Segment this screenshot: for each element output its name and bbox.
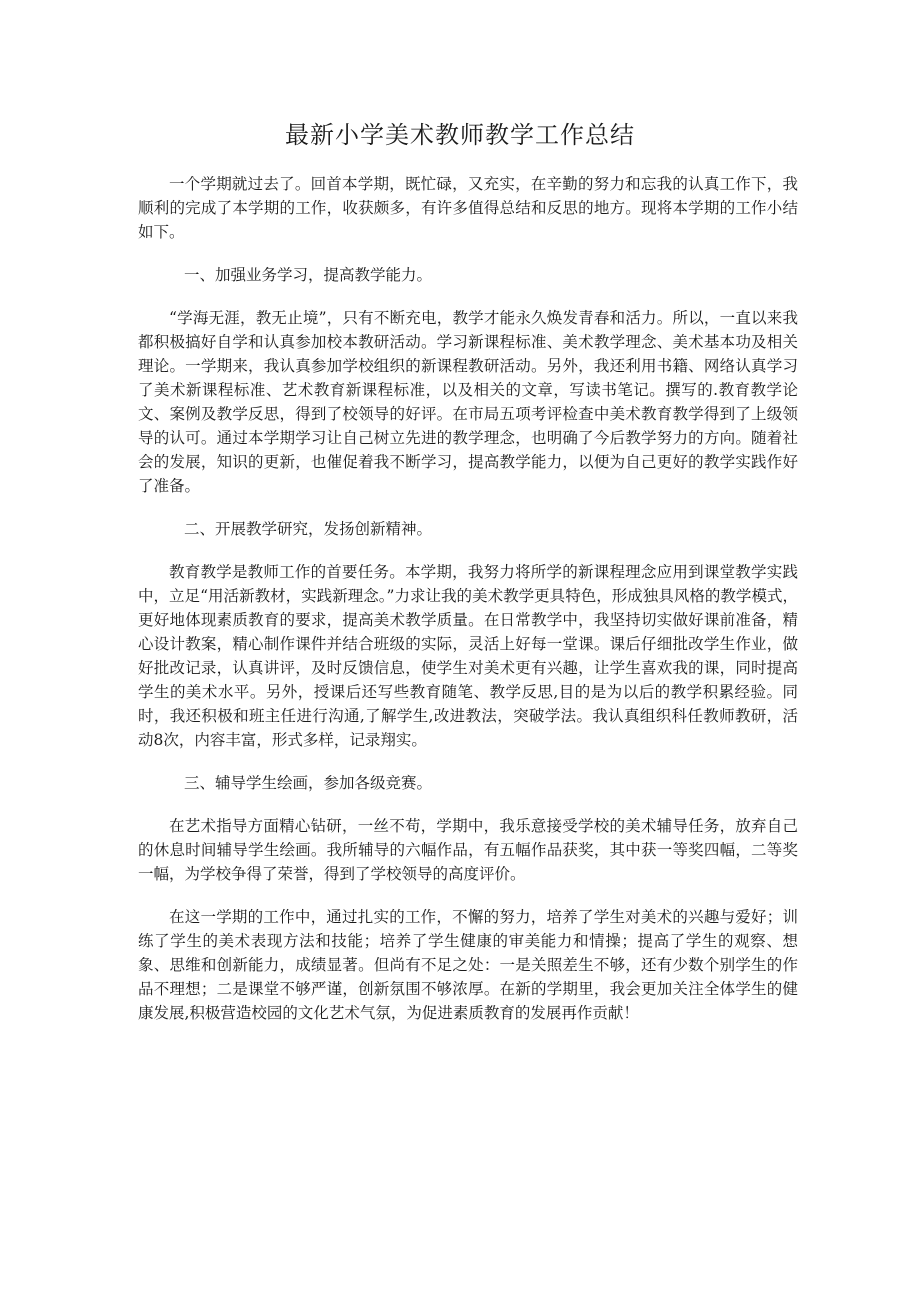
- document-body: [138, 172, 798, 1044]
- conclusion-paragraph: 在这一学期的工作中，通过扎实的工作，不懈的努力，培养了学生对美术的兴趣与爱好；训练了学生的美术表现方法和技能；培养了学生健康的审美能力和情操；提高了学生的观察、想象、思维和创新能力，成绩显著。但尚有不足之处：一是关照差生不够，还有少数个别学生的作品不理想；二是课堂不够严谨，创新氛围不够浓厚。在新的学期里，我会更加关注全体学生的健康发展,积极营造校园的文化艺术气氛，为促进素质教育的发展再作贡献！: [138, 908, 798, 1022]
- document-title: 最新小学美术教师教学工作总结: [285, 121, 635, 149]
- section-2-paragraph: 教育教学是教师工作的首要任务。本学期，我努力将所学的新课程理念应用到课堂教学实践中，立足“用活新教材，实践新理念。”力求让我的美术教学更具特色，形成独具风格的教学模式，更好地体现素质教育的要求，提高美术教学质量。在日常教学中，我坚持切实做好课前准备，精心设计教案，精心制作课件并结合班级的实际，灵活上好每一堂课。课后仔细批改学生作业，做好批改记录，认真讲评，及时反馈信息，使学生对美术更有兴趣，让学生喜欢我的课，同时提高学生的美术水平。另外，授课后还写些教育随笔、教学反思,目的是为以后的教学积累经验。同时，我还积极和班主任进行沟通,了解学生,改进教法，突破学法。我认真组织科任教师教研，活动8次，内容丰富，形式多样，记录翔实。: [138, 563, 798, 749]
- intro-paragraph: 一个学期就过去了。回首本学期，既忙碌，又充实，在辛勤的努力和忘我的认真工作下，我顺利的完成了本学期的工作，收获颇多，有许多值得总结和反思的地方。现将本学期的工作小结如下。: [138, 175, 798, 241]
- section-heading-3: 三、辅导学生绘画，参加各级竞赛。: [184, 774, 433, 792]
- section-heading-1: 一、加强业务学习，提高教学能力。: [184, 266, 433, 284]
- section-1-paragraph: “学海无涯，教无止境”，只有不断充电，教学才能永久焕发青春和活力。所以，一直以来我都积极搞好自学和认真参加校本教研活动。学习新课程标准、美术教学理念、美术基本功及相关理论。一学期来，我认真参加学校组织的新课程教研活动。另外，我还利用书籍、网络认真学习了美术新课程标准、艺术教育新课程标准，以及相关的文章，写读书笔记。撰写的.教育教学论文、案例及教学反思，得到了校领导的好评。在市局五项考评检查中美术教育教学得到了上级领导的认可。通过本学期学习让自己树立先进的教学理念，也明确了今后教学努力的方向。随着社会的发展，知识的更新，也催促着我不断学习，提高教学能力，以便为自己更好的教学实践作好了准备。: [138, 309, 798, 495]
- section-heading-2: 二、开展教学研究，发扬创新精神。: [184, 520, 433, 538]
- section-3-paragraph: 在艺术指导方面精心钻研，一丝不苟，学期中，我乐意接受学校的美术辅导任务，放弃自己的休息时间辅导学生绘画。我所辅导的六幅作品，有五幅作品获奖，其中获一等奖四幅，二等奖一幅，为学校争得了荣誉，得到了学校领导的高度评价。: [138, 817, 798, 883]
